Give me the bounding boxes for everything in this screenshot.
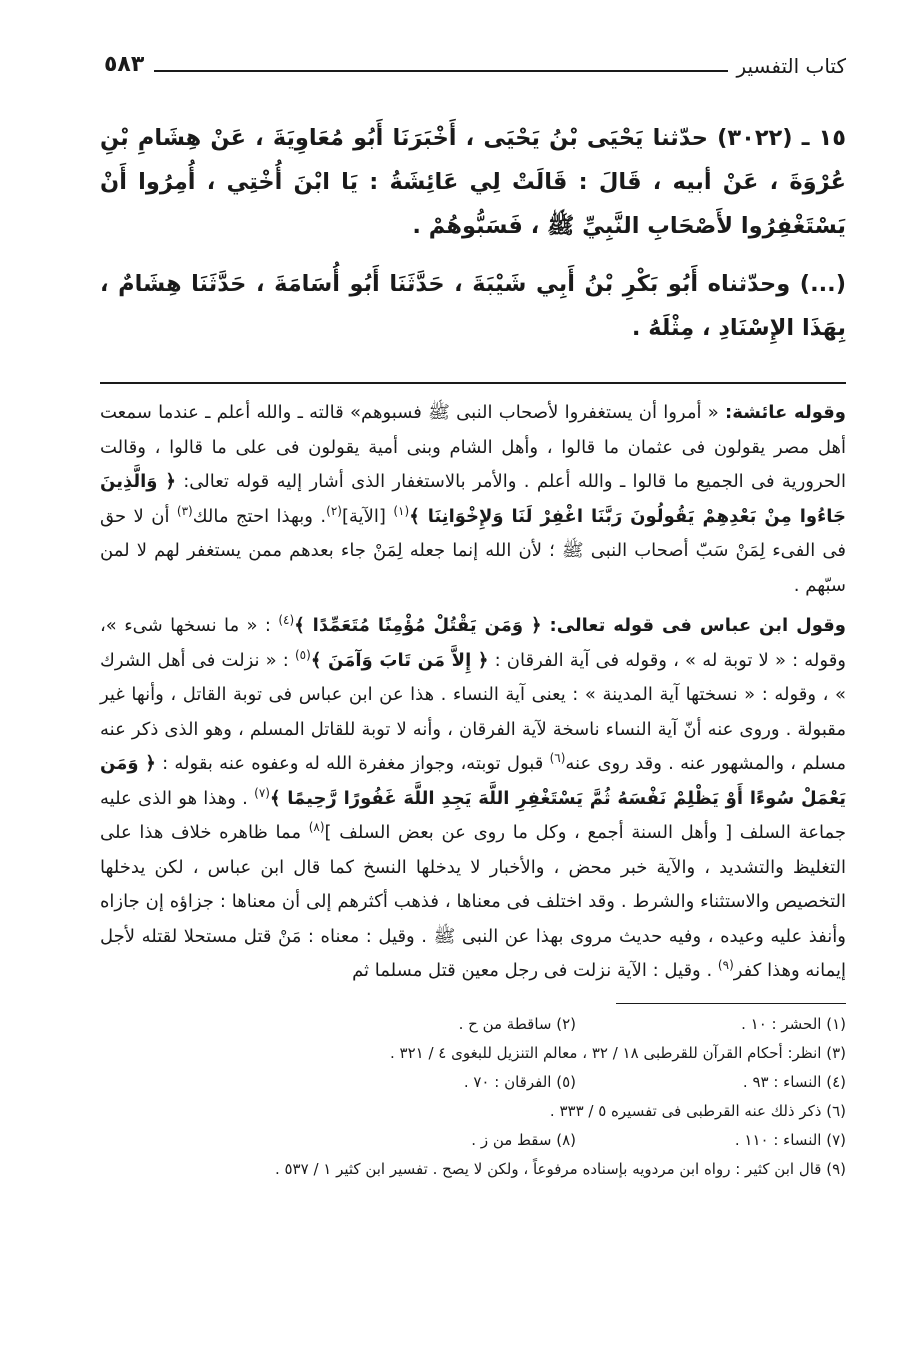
header-rule xyxy=(154,70,728,72)
commentary-text: « أمروا أن يستغفروا لأصحاب النبى ﷺ فسبوهم» قالته ـ والله أعلم ـ عندما سمعت أهل مصر يقولون فى عثمان ما قالوا ، وأهل الشام وبنى أمية يقولون فى على ما قالوا ، وقالت الحرورية فى الجميع ما قالوا ـ والله أعلم . والأمر بالاستغفار الذى أشار إليه قوله تعالى: xyxy=(100,402,846,492)
book-title: كتاب التفسير xyxy=(736,54,846,78)
commentary-text: . وقيل : الآية نزلت فى رجل معين قتل مسلما ثم xyxy=(352,960,718,981)
text-commentary-divider xyxy=(100,382,846,384)
footnote-ref: (٤) xyxy=(278,613,295,627)
footnote-row xyxy=(100,1126,846,1155)
footnote-ref: (٣) xyxy=(176,503,193,518)
quran-verse: ﴿ وَالَّذِينَ جَاءُوا مِنْ بَعْدِهِمْ يَقُولُونَ رَبَّنَا اغْفِرْ لَنَا وَلإِخْوَانِنَا ﴾ xyxy=(100,471,847,527)
footnote-ref: (١) xyxy=(393,503,410,518)
footnote-6: (٦) ذكر ذلك عنه القرطبى فى تفسيره ٥ / ٣٣٣ . xyxy=(549,1101,846,1120)
footnote-row xyxy=(100,1010,846,1039)
commentary xyxy=(100,396,846,989)
footnotes xyxy=(100,1010,846,1184)
footnote-ref: (٩) xyxy=(717,958,734,972)
commentary-lead: وقول ابن عباس فى قوله تعالى: xyxy=(549,615,846,636)
commentary-text: : « نزلت فى أهل الشرك » ، وقوله : « نسختها آية المدينة » : يعنى آية النساء . هذا عن ابن عباس فى توبة القاتل ، وأنها غير مقبولة . وروى عنه أنّ آية النساء ناسخة لآية الفرقان ، وأنه لا توبة للقاتل المسلم ، وهو الذى ذكر عنه مسلم ، والمشهور عنه . وقد روى عنه xyxy=(100,649,846,774)
commentary-paragraph-1 xyxy=(100,396,846,603)
footnote-rule xyxy=(616,1003,846,1004)
footnote-ref: (٢) xyxy=(326,503,342,518)
hadith-paragraph-2: (...) وحدّثناه أَبُو بَكْرِ بْنُ أَبِي شَيْبَةَ ، حَدَّثَنَا أَبُو أُسَامَةَ ، حَدَّثَنَا هِشَامٌ ، بِهَذَا الإِسْنَادِ ، مِثْلَهُ . xyxy=(100,271,846,341)
running-header xyxy=(100,48,846,88)
footnote-8: (٨) سقط من ز . xyxy=(471,1130,576,1149)
hadith-text xyxy=(100,116,846,350)
footnote-5: (٥) الفرقان : ٧٠ . xyxy=(463,1072,576,1091)
footnote-row xyxy=(100,1068,846,1097)
hadith-paragraph-1: ١٥ ـ (٣٠٢٢) حدّثنا يَحْيَى بْنُ يَحْيَى ، أَخْبَرَنَا أَبُو مُعَاوِيَةَ ، عَنْ هِشَامِ بْنِ عُرْوَةَ ، عَنْ أبيه ، قَالَ : قَالَتْ لِي عَائِشَةُ : يَا ابْنَ أُخْتِي ، أُمِرُوا أَنْ يَسْتَغْفِرُوا لأَصْحَابِ النَّبِيِّ ﷺ ، فَسَبُّوهُمْ . xyxy=(100,125,847,239)
commentary-text: : « ما نسخها شىء »، وقوله : « لا توبة له » ، وقوله فى آية الفرقان : xyxy=(100,615,846,671)
commentary-text: [الآية] xyxy=(341,505,394,527)
page-number: ٥٨٣ xyxy=(104,52,145,77)
footnote-ref: (٨) xyxy=(308,820,325,834)
footnote-4: (٤) النساء : ٩٣ . xyxy=(742,1072,846,1091)
commentary-text: . وهذا هو الذى عليه جماعة السلف [ وأهل السنة أجمع ، وكل ما روى عن بعض السلف ] xyxy=(100,787,846,843)
quran-verse: ﴿ وَمَن يَعْمَلْ سُوءًا أَوْ يَظْلِمْ نَفْسَهُ ثُمَّ يَسْتَغْفِرِ اللَّهَ يَجِدِ اللَّهَ غَفُورًا رَّحِيمًا ﴾ xyxy=(100,753,847,809)
footnote-ref: (٧) xyxy=(254,785,270,800)
commentary-paragraph-2 xyxy=(100,609,846,989)
commentary-text: أن لا حق فى الفىء لِمَنْ سَبّ أصحاب النبى ﷺ ؛ لأن الله إنما جعله لِمَنْ جاء بعدهم ممن يستغفر لهم لا لمن سبّهم . xyxy=(100,505,846,596)
commentary-text: مما ظاهره خلاف هذا على التغليظ والتشديد ، والآية خبر محض ، والأخبار لا يدخلها النسخ كما قال ابن عباس ، لكن يدخلها التخصيص والاستثناء والشرط . وقد اختلف فى معناها ، فذهب أكثرهم إلى أن معناها : جزاؤه إن جازاه وأنفذ عليه وعيده ، وفيه حديث مروى بهذا عن النبى ﷺ . وقيل : معناه : مَنْ قتل مستحلا لقتله لأجل إيمانه وهذا كفر xyxy=(100,822,846,981)
footnote-9: (٩) قال ابن كثير : رواه ابن مردويه بإسناده مرفوعاً ، ولكن لا يصح . تفسير ابن كثير ١ / ٥٣٧ . xyxy=(274,1159,846,1178)
footnote-ref: (٦) xyxy=(549,751,566,765)
commentary-text: قبول توبته، وجواز مغفرة الله له وعفوه عنه بقوله : xyxy=(155,753,550,774)
footnote-2: (٢) ساقطة من ح . xyxy=(458,1014,576,1033)
quran-verse: ﴿ إِلاَّ مَن تَابَ وَآمَنَ ﴾ xyxy=(310,649,489,671)
footnote-ref: (٥) xyxy=(294,647,311,662)
footnote-1: (١) الحشر : ١٠ . xyxy=(741,1014,846,1033)
footnote-3: (٣) انظر: أحكام القرآن للقرطبى ١٨ / ٣٢ ، معالم التنزيل للبغوى ٤ / ٣٢١ . xyxy=(389,1043,846,1062)
book-page xyxy=(100,48,846,1322)
commentary-text: . وبهذا احتج مالك xyxy=(192,505,327,527)
footnote-7: (٧) النساء : ١١٠ . xyxy=(734,1130,846,1149)
quran-verse: ﴿ وَمَن يَقْتُلْ مُؤْمِنًا مُتَعَمِّدًا ﴾ xyxy=(294,615,550,636)
commentary-lead: وقوله عائشة: xyxy=(725,402,846,423)
